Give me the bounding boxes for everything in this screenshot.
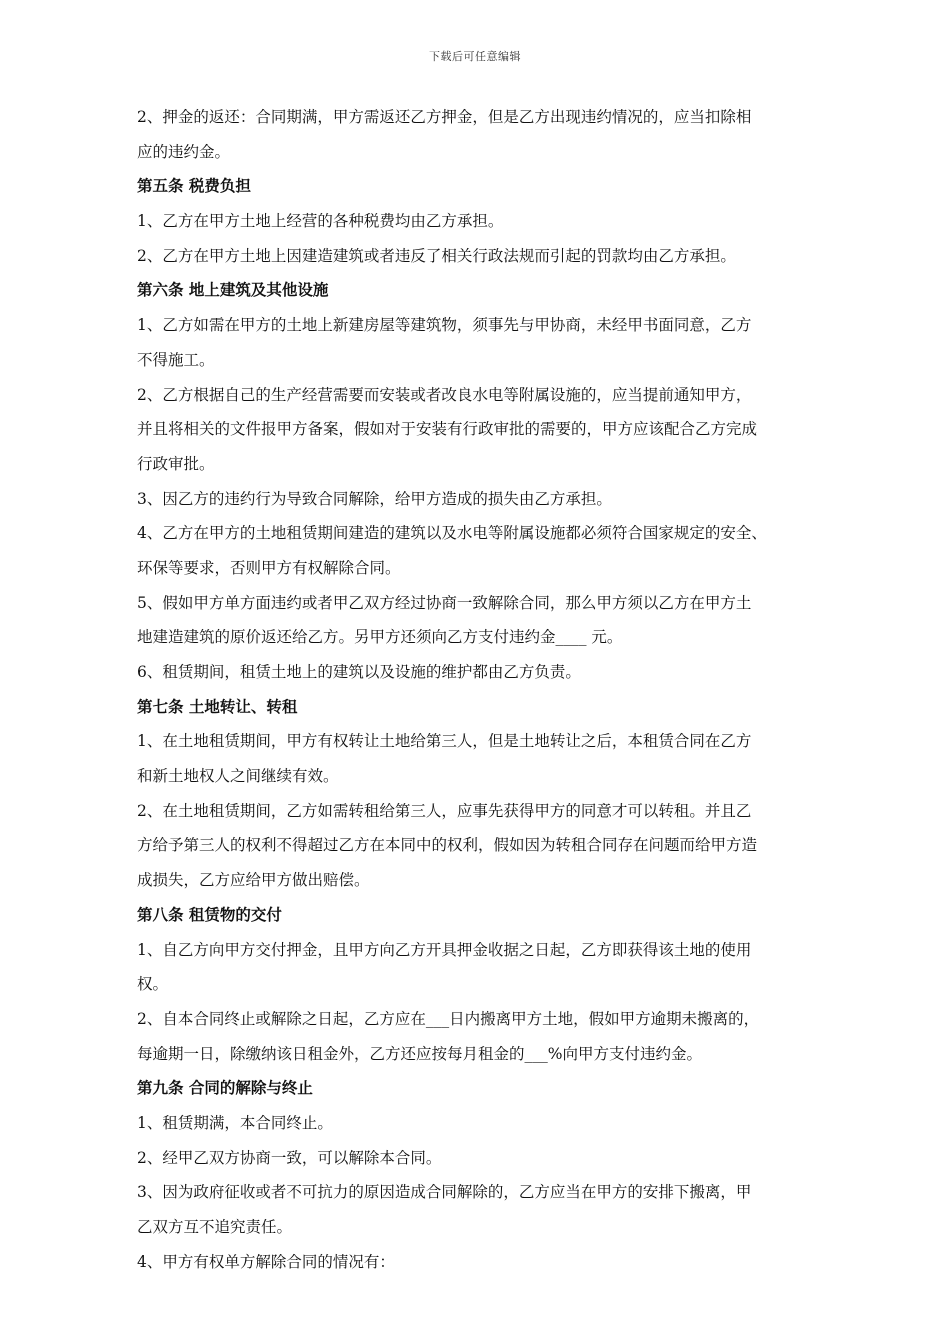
paragraph-line: 权。 (137, 975, 169, 994)
paragraph-line: 2、乙方在甲方土地上因建造建筑或者违反了相关行政法规而引起的罚款均由乙方承担。 (137, 246, 736, 265)
paragraph-line: 乙双方互不追究责任。 (137, 1218, 293, 1236)
paragraph-line: 2、在土地租赁期间，乙方如需转租给第三人，应事先获得甲方的同意才可以转租。并且乙 (137, 801, 752, 820)
paragraph-line: 方给予第三人的权利不得超过乙方在本同中的权利，假如因为转租合同存在问题而给甲方造 (137, 836, 758, 855)
paragraph-line: 2、经甲乙双方协商一致，可以解除本合同。 (137, 1148, 442, 1167)
paragraph-line: 4、甲方有权单方解除合同的情况有： (137, 1252, 395, 1271)
page-header: 下载后可任意编辑 (429, 50, 521, 63)
section-heading: 第八条 租赁物的交付 (137, 904, 282, 924)
document-body (137, 100, 817, 1279)
paragraph-line: 4、乙方在甲方的土地租赁期间建造的建筑以及水电等附属设施都必须符合国家规定的安全、 (137, 524, 767, 543)
section-heading: 第七条 土地转让、转租 (137, 696, 298, 716)
paragraph-line: 环保等要求，否则甲方有权解除合同。 (137, 558, 401, 577)
paragraph-line: 6、租赁期间，租赁土地上的建筑以及设施的维护都由乙方负责。 (137, 663, 581, 681)
section-heading: 第六条 地上建筑及其他设施 (137, 280, 329, 300)
paragraph-line: 5、假如甲方单方面违约或者甲乙双方经过协商一致解除合同，那么甲方须以乙方在甲方土 (137, 593, 752, 612)
paragraph-line: 2、自本合同终止或解除之日起，乙方应在___日内搬离甲方土地，假如甲方逾期未搬离的， (137, 1009, 760, 1028)
paragraph-line: 3、因为政府征收或者不可抗力的原因造成合同解除的，乙方应当在甲方的安排下搬离，甲 (137, 1183, 752, 1202)
paragraph-line: 地建造建筑的原价返还给乙方。另甲方还须向乙方支付违约金____ 元。 (137, 628, 623, 647)
paragraph-line: 2、乙方根据自己的生产经营需要而安装或者改良水电等附属设施的，应当提前通知甲方， (137, 385, 752, 404)
paragraph-line: 行政审批。 (137, 454, 215, 473)
paragraph-line: 并且将相关的文件报甲方备案，假如对于安装有行政审批的需要的，甲方应该配合乙方完成 (137, 420, 758, 439)
paragraph-line: 1、在土地租赁期间，甲方有权转让土地给第三人，但是土地转让之后，本租赁合同在乙方 (137, 732, 752, 751)
paragraph-line: 每逾期一日，除缴纳该日租金外，乙方还应按每月租金的___%向甲方支付违约金。 (137, 1044, 702, 1063)
paragraph-line: 3、因乙方的违约行为导致合同解除，给甲方造成的损失由乙方承担。 (137, 489, 612, 508)
paragraph-line: 2、押金的返还：合同期满，甲方需返还乙方押金，但是乙方出现违约情况的，应当扣除相 (137, 108, 752, 126)
section-heading: 第五条 税费负担 (137, 176, 251, 196)
paragraph-line: 成损失，乙方应给甲方做出赔偿。 (137, 871, 370, 890)
paragraph-line: 1、自乙方向甲方交付押金，且甲方向乙方开具押金收据之日起，乙方即获得该土地的使用 (137, 940, 752, 959)
paragraph-line: 1、乙方如需在甲方的土地上新建房屋等建筑物，须事先与甲协商，未经甲书面同意，乙方 (137, 316, 752, 335)
section-heading: 第九条 合同的解除与终止 (137, 1078, 313, 1098)
paragraph-line: 1、乙方在甲方土地上经营的各种税费均由乙方承担。 (137, 212, 504, 231)
paragraph-line: 应的违约金。 (137, 142, 231, 161)
paragraph-line: 1、租赁期满，本合同终止。 (137, 1113, 333, 1132)
paragraph-line: 和新土地权人之间继续有效。 (137, 767, 339, 786)
paragraph-line: 不得施工。 (137, 350, 215, 369)
